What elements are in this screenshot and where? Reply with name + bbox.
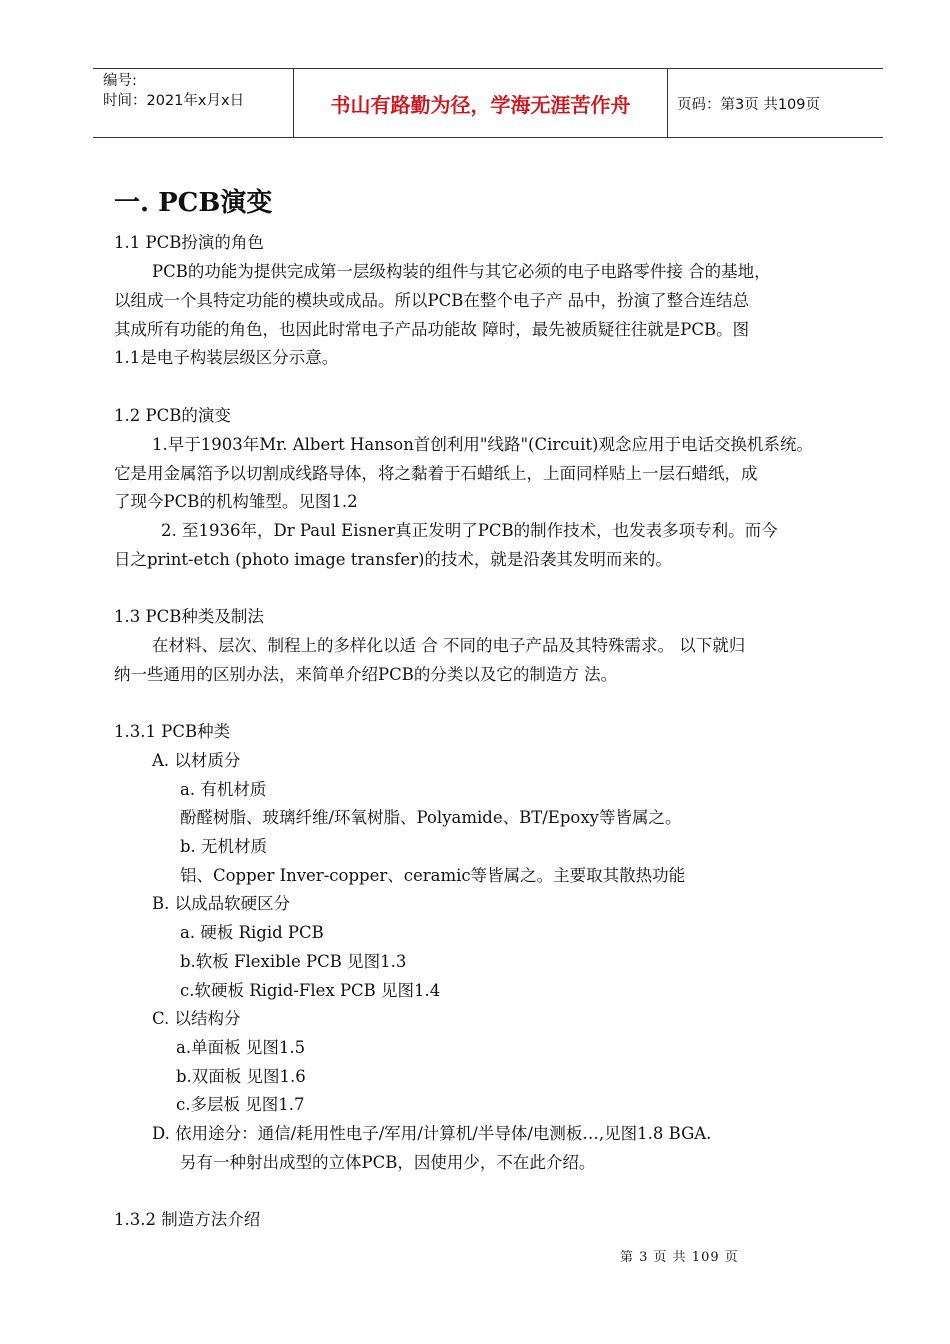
list-item: B. 以成品软硬区分	[152, 894, 291, 913]
list-item: a. 硬板 Rigid PCB	[180, 923, 324, 942]
section-title: 一. PCB演变	[114, 188, 273, 218]
subheading: 1.3.2 制造方法介绍	[114, 1210, 261, 1229]
page-header	[93, 68, 883, 138]
paragraph-line: 另有一种射出成型的立体PCB，因使用少，不在此介绍。	[180, 1153, 596, 1172]
header-page-label: 页码：第3页 共109页	[677, 96, 821, 113]
subheading: 1.3.1 PCB种类	[114, 722, 231, 741]
subheading: 1.2 PCB的演变	[114, 406, 231, 425]
number-label: 编号:	[103, 73, 137, 89]
paragraph-line: 日之print-etch (photo image transfer)的技术，就是沿袭其发明而来的。	[114, 550, 672, 569]
list-item: 铝、Copper Inver-copper、ceramic等皆属之。主要取其散热功能	[180, 866, 686, 885]
list-item: C. 以结构分	[152, 1009, 241, 1028]
list-item: a. 有机材质	[180, 780, 267, 799]
list-item: b.双面板 见图1.6	[176, 1067, 306, 1086]
header-motto: 书山有路勤为径，学海无涯苦作舟	[330, 92, 631, 117]
time-label: 时间：2021年x月x日	[103, 93, 245, 109]
paragraph-line: 以组成一个具特定功能的模块或成品。所以PCB在整个电子产 品中，扮演了整合连结总	[114, 291, 750, 310]
page-footer: 第 3 页 共 109 页	[620, 1250, 739, 1265]
paragraph-line: 在材料、层次、制程上的多样化以适 合 不同的电子产品及其特殊需求。 以下就归	[152, 636, 746, 655]
subheading: 1.1 PCB扮演的角色	[114, 233, 264, 252]
subheading: 1.3 PCB种类及制法	[114, 607, 264, 626]
paragraph-line: 1.早于1903年Mr. Albert Hanson首创利用"线路"(Circuit)观念应用于电话交换机系统。	[152, 435, 813, 454]
list-item: 酚醛树脂、玻璃纤维/环氧树脂、Polyamide、BT/Epoxy等皆属之。	[180, 808, 682, 827]
paragraph-line: 纳一些通用的区别办法，来简单介绍PCB的分类以及它的制造方 法。	[114, 665, 618, 684]
paragraph-line: 了现今PCB的机构雏型。见图1.2	[114, 492, 358, 511]
paragraph-line: PCB的功能为提供完成第一层级构装的组件与其它必须的电子电路零件接 合的基地，	[152, 262, 771, 281]
paragraph-line: 1.1是电子构装层级区分示意。	[114, 348, 339, 367]
list-item: b. 无机材质	[180, 837, 268, 856]
paragraph-line: 它是用金属箔予以切割成线路导体，将之黏着于石蜡纸上，上面同样贴上一层石蜡纸，成	[114, 464, 758, 483]
header-divider	[667, 69, 668, 137]
paragraph-line: 其成所有功能的角色，也因此时常电子产品功能故 障时，最先被质疑往往就是PCB。图	[114, 320, 750, 339]
paragraph-line: 2. 至1936年，Dr Paul Eisner真正发明了PCB的制作技术，也发表多项专利。而今	[161, 521, 778, 540]
header-meta	[103, 71, 244, 111]
list-item: a.单面板 见图1.5	[176, 1038, 306, 1057]
list-item: c.多层板 见图1.7	[176, 1095, 305, 1114]
list-item: c.软硬板 Rigid-Flex PCB 见图1.4	[180, 981, 441, 1000]
list-item: A. 以材质分	[152, 751, 241, 770]
list-item: D. 依用途分：通信/耗用性电子/军用/计算机/半导体/电测板…,见图1.8 BGA.	[152, 1124, 712, 1143]
list-item: b.软板 Flexible PCB 见图1.3	[180, 952, 407, 971]
